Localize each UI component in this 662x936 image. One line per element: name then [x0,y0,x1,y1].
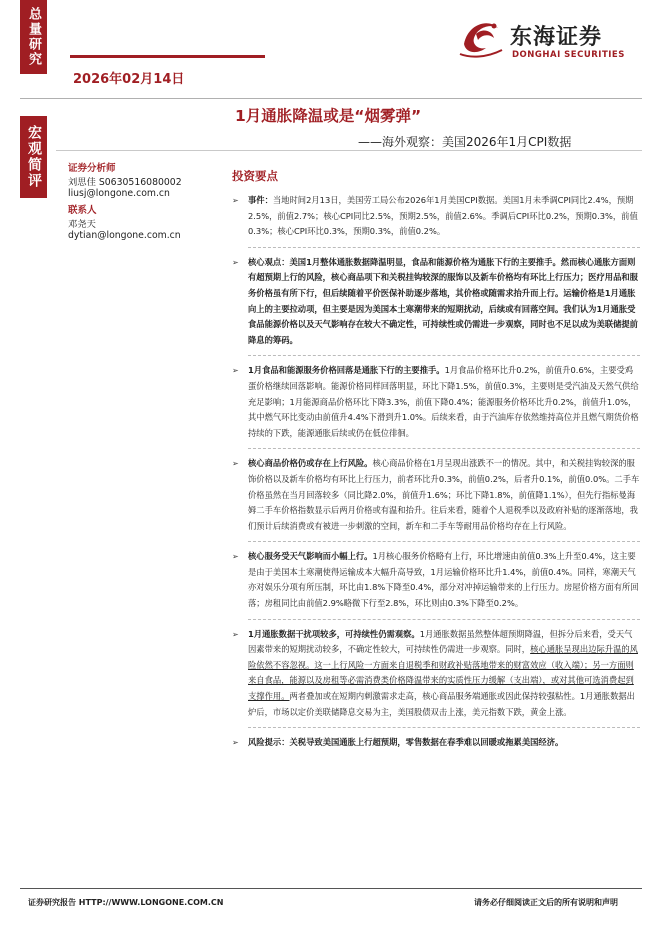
arrow-bullet-icon: ➢ [232,552,239,562]
contact-email[interactable]: dytian@longone.com.cn [68,230,181,241]
logo-text-en: DONGHAI SECURITIES [512,50,625,60]
report-title: 1月通胀降温或是“烟雾弹” [235,107,422,125]
list-item-core-services: ➢ 核心服务受天气影响而小幅上行。1月核心服务价格略有上行，环比增速由前值0.3%上升至0.4%，这主要是由于美国本土寒潮使得运输成本大幅升高导致，1月运输价格环比升1.4%，前值0.4%。同样，寒潮天气亦对娱乐分项有所压制，环比由1.8%下降至0.4%，部分对冲掉运输带来的上行压力。房屋价格方面有所回落；房租同比由前值2.9%略微下行至2.8%，环比则由0.3%下降至0.2%。 [232,551,639,609]
list-item-core-view: ➢ 核心观点：美国1月整体通胀数据降温明显，食品和能源价格为通胀下行的主要推手。然而核心通胀方面则有超预期上行的风险，核心商品项下和关税挂钩较深的服饰以及新车价格均有环比上行压力；医疗用品和服务价格虽有所下行，但后续随着平价医保补助逐步落地，其价格或随需求抬升而上行。运输价格是1月通胀向上的主要拉动项，但主要是因为美国本土寒潮带来的短期扰动，后续或有回落空间。我们认为1月通胀受食品能源价格以及天气影响存在较大不确定性，可持续性或仍需进一步观察，同时也不足以成为美联储提前降息的筹码。 [232,256,638,345]
list-item-food-energy: ➢ 1月食品和能源服务价格回落是通胀下行的主要推手。1月食品价格环比升0.2%，前值升0.6%，主要受鸡蛋价格继续回落影响。能源价格同样回落明显，环比下降1.5%，前值0.3%，主要则是受汽油及天然气供给充足影响；1月能源商品价格环比下降3.3%，前值下降0.4%；能源服务价格环比升0.2%，前值升1.0%，其中燃气环比变动由前值升4.4%下滑到升1.0%。后续来看，由于汽油库存依然维持高位并且燃气期货价格持续的下跌，能源通胀后续或仍在低位徘徊。 [232,365,639,438]
footer-website[interactable]: 证券研究报告 HTTP://WWW.LONGONE.COM.CN [28,898,224,907]
arrow-bullet-icon: ➢ [232,629,239,639]
report-subtitle: ——海外观察：美国2026年1月CPI数据 [358,135,572,149]
key-points-list [232,193,640,758]
analyst-email[interactable]: liusj@longone.com.cn [68,188,170,199]
dashed-divider [248,619,640,620]
title-divider [56,150,642,151]
section-title: 投资要点 [232,169,278,183]
dashed-divider [248,448,640,449]
side-tab-report-type: 宏观简评 [20,116,47,198]
footer-divider [20,888,642,889]
list-item-sustainability: ➢ 1月通胀数据干扰项较多，可持续性仍需观察。1月通胀数据虽然整体超预期降温，但拆分后来看，受天气因素带来的短期扰动较多，不确定性较大，可持续性仍需进一步观察。同时，核心通胀呈现出边际升温的风险依然不容忽视。这一上行风险一方面来自退税季和财政补贴落地带来的财富效应（收入端）；另一方面则来自食品，能源以及房租等必需消费类价格降温带来的实质性压力缓解（支出端），或对其他可选消费起到支撑作用。两者叠加或在短期内刺激需求走高，核心商品服务端通胀或因此保持较强粘性。1月通胀数据出炉后，市场以定价美联储降息交易为主，美国股债双击上涨，美元指数下跌，黄金上涨。 [232,628,638,717]
footer-disclaimer: 请务必仔细阅读正文后的所有说明和声明 [474,898,618,907]
header-accent-line [70,55,265,58]
dashed-divider [248,727,640,728]
header-divider [20,98,642,99]
list-item-event: ➢ 事件：当地时间2月13日，美国劳工局公布2026年1月美国CPI数据。美国1月未季调CPI同比2.4%，预期2.5%，前值2.7%；核心CPI同比2.5%，预期2.5%，前值2.6%。季调后CPI环比0.2%，预期0.3%，前值0.3%；核心CPI环比0.3%，预期0.3%，前值0.2%。 [232,195,638,237]
logo-text-cn: 东海证券 [510,25,603,50]
contact-label: 联系人 [68,205,97,216]
analyst-name-cert: 刘思佳 S0630516080002 [68,177,182,188]
arrow-bullet-icon: ➢ [232,459,239,469]
report-date: 2026年02月14日 [73,72,185,87]
dashed-divider [248,355,640,356]
list-item-core-goods: ➢ 核心商品价格仍或存在上行风险。核心商品价格在1月呈现出涨跌不一的情况。其中，和关税挂钩较深的服饰价格以及新车价格均有环比上行压力，前者环比升0.3%，前值0.2%，后者升0.1%，前值0.0%。二手车价格虽然在当月回落较多（同比降2.0%，前值升1.6%；环比下降1.8%，前值降1.1%），但先行指标曼海姆二手车价格指数显示后两月价格或有温和抬升。往后来看，随着个人退税季以及政府补贴的逐渐落地，我们预计后续消费或有被进一步刺激的空间，新车和二手车等耐用品价格均存在上行风险。 [232,458,640,531]
donghai-logo-icon [456,14,506,60]
contact-name: 邓尧天 [68,219,96,230]
dashed-divider [248,541,640,542]
arrow-bullet-icon: ➢ [232,257,239,267]
arrow-bullet-icon: ➢ [232,196,239,205]
arrow-bullet-icon: ➢ [232,366,239,376]
dashed-divider [248,247,640,248]
side-tab-research-type: 总量研究 [20,0,47,74]
list-item-risk: ➢ 风险提示：关税导致美国通胀上行超预期，零售数据在春季难以回暖或拖累美国经济。 [232,735,640,751]
arrow-bullet-icon: ➢ [232,738,239,748]
analyst-label: 证券分析师 [68,163,116,174]
